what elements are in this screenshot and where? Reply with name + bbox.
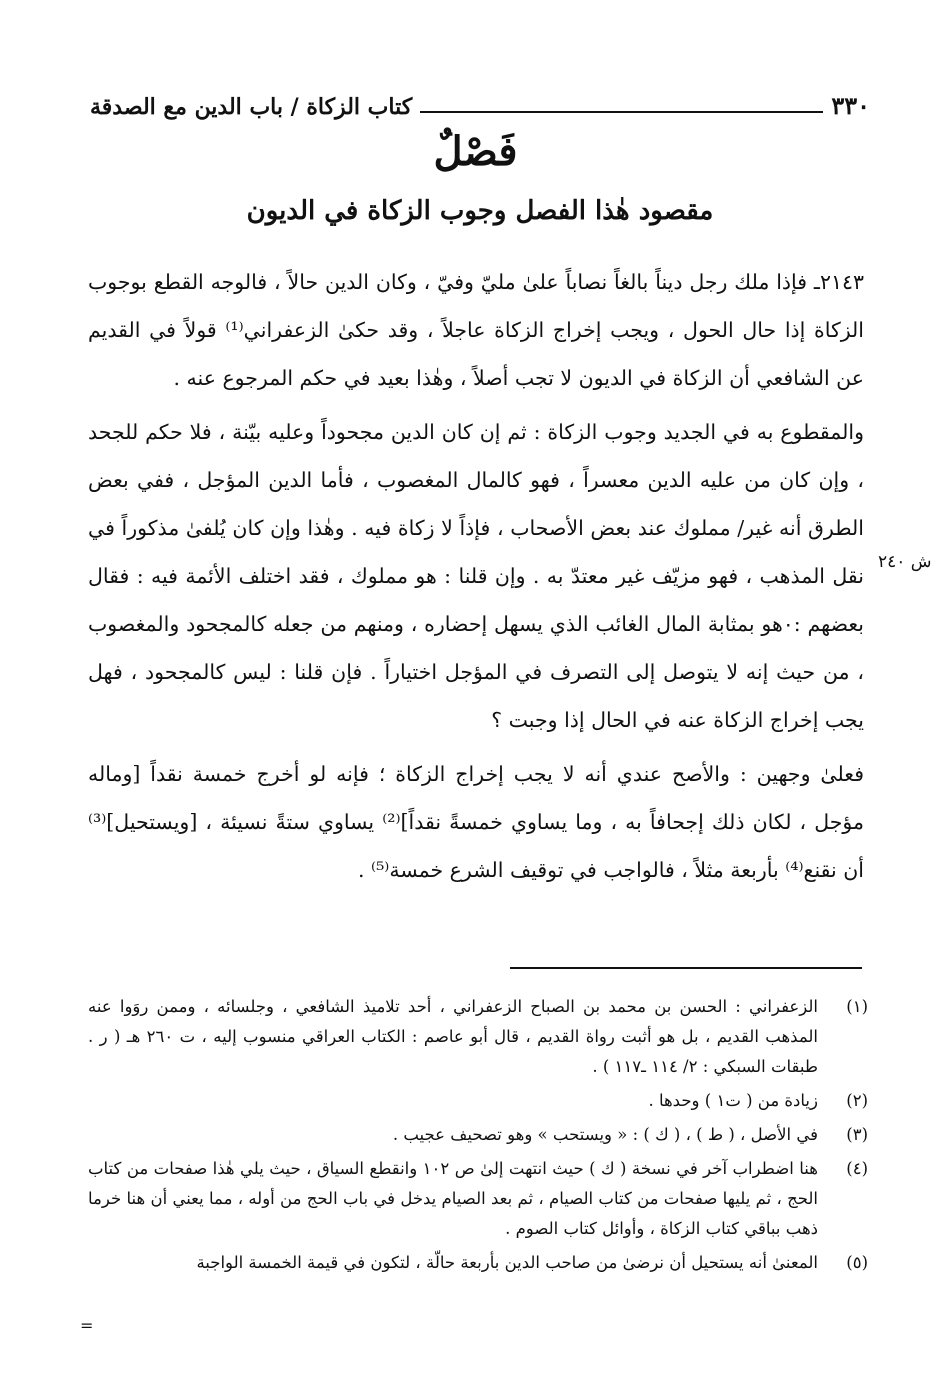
- footnote-2: [88, 1086, 868, 1116]
- footnote-text: زيادة من ( ت١ ) وحدها .: [648, 1091, 818, 1110]
- section-heading: مقصود هٰذا الفصل وجوب الزكاة في الديون: [246, 196, 714, 226]
- page-number: ٣٣٠: [831, 91, 870, 120]
- continuation-mark: =: [80, 1316, 94, 1335]
- paragraph-wajhayn: فعلىٰ وجهين : والأصح عندي أنه لا يجب إخراج الزكاة ؛ فإنه لو أخرج خمسة نقداً [وماله مؤجل ، لكان ذلك إجحافاً به ، وما يساوي خمسةً نقداً]⁽²⁾ يساوي ستةً نسيئة ، [ويستحيل]⁽³⁾ أن نقنع⁽⁴⁾ بأربعة مثلاً ، فالواجب في توقيف الشرع خمسة⁽⁵⁾ .: [88, 762, 865, 882]
- footnote-1: [88, 992, 868, 1082]
- footnote-5: [88, 1248, 868, 1278]
- footnote-number: (٤): [846, 1159, 868, 1178]
- fasl-ornament: فَصْلٌ: [433, 128, 518, 175]
- footnote-rule: [510, 967, 862, 969]
- footnote-text: المعنىٰ أنه يستحيل أن نرضىٰ من صاحب الدين بأربعة حالّة ، لتكون في قيمة الخمسة الواجبة: [196, 1253, 818, 1272]
- paragraph-jadid: والمقطوع به في الجديد وجوب الزكاة : ثم إن كان الدين مجحوداً وعليه بيّنة ، فلا حكم للجحد ، وإن كان من عليه الدين معسراً ، فهو كالمال المغصوب ، فأما الدين المؤجل ، ففي بعض الطرق أنه غير/ مملوك عند بعض الأصحاب ، فإذاً لا زكاة فيه . وهٰذا وإن كان يُلفىٰ مذكوراً في نقل المذهب ، فهو مزيّف غير معتدّ به . وإن قلنا : هو مملوك ، فقد اختلف الأئمة فيه : فقال بعضهم :٠هو بمثابة المال الغائب الذي يسهل إحضاره ، ومنهم من جعله كالمجحود والمغصوب ، من حيث إنه لا يتوصل إلى التصرف في المؤجل اختياراً . فإن قلنا : ليس كالمجحود ، فهل يجب إخراج الزكاة عنه في الحال إذا وجبت ؟: [88, 420, 864, 732]
- header-rule: [420, 111, 823, 113]
- footnote-3: [88, 1120, 868, 1150]
- margin-note: ش ٢٤٠: [878, 552, 932, 572]
- footnote-text: في الأصل ، ( ط ) ، ( ك ) : « ويستحب » وهو تصحيف عجيب .: [392, 1125, 818, 1144]
- footnote-text: الزعفراني : الحسن بن محمد بن الصباح الزعفراني ، أحد تلاميذ الشافعي ، وجلسائه ، وممن روَوا عنه المذهب القديم ، بل هو أثبت رواة القديم ، قال أبو عاصم : الكتاب العراقي منسوب إليه ، ت ٢٦٠ هـ ( ر . طبقات السبكي : ٢/ ١١٤ ـ١١٧ ) .: [88, 997, 818, 1076]
- footnotes: [88, 992, 868, 1282]
- running-title: كتاب الزكاة / باب الدين مع الصدقة: [90, 94, 413, 120]
- footnote-number: (١): [846, 997, 868, 1016]
- footnote-number: (٢): [846, 1091, 868, 1110]
- paragraph-2143: ٢١٤٣ـ فإذا ملك رجل ديناً بالغاً نصاباً علىٰ مليّ وفيّ ، وكان الدين حالاً ، فالوجه القطع بوجوب الزكاة إذا حال الحول ، ويجب إخراج الزكاة عاجلاً ، وقد حكىٰ الزعفراني⁽¹⁾ قولاً في القديم عن الشافعي أن الزكاة في الديون لا تجب أصلاً ، وهٰذا بعيد في حكم المرجوع عنه .: [88, 270, 864, 390]
- footnote-text: هنا اضطراب آخر في نسخة ( ك ) حيث انتهت إلىٰ ص ١٠٢ وانقطع السياق ، حيث يلي هٰذا صفحات من كتاب الحج ، ثم يليها صفحات من كتاب الصيام ، ثم بعد الصيام يدخل في باب الحج من أوله ، مما يعني أن هنا خرما ذهب بباقي كتاب الزكاة ، وأوائل كتاب الصوم .: [88, 1159, 818, 1238]
- body-text: [88, 258, 864, 900]
- footnote-4: [88, 1154, 868, 1244]
- footnote-number: (٥): [846, 1253, 868, 1272]
- running-header: [90, 86, 870, 120]
- footnote-number: (٣): [846, 1125, 868, 1144]
